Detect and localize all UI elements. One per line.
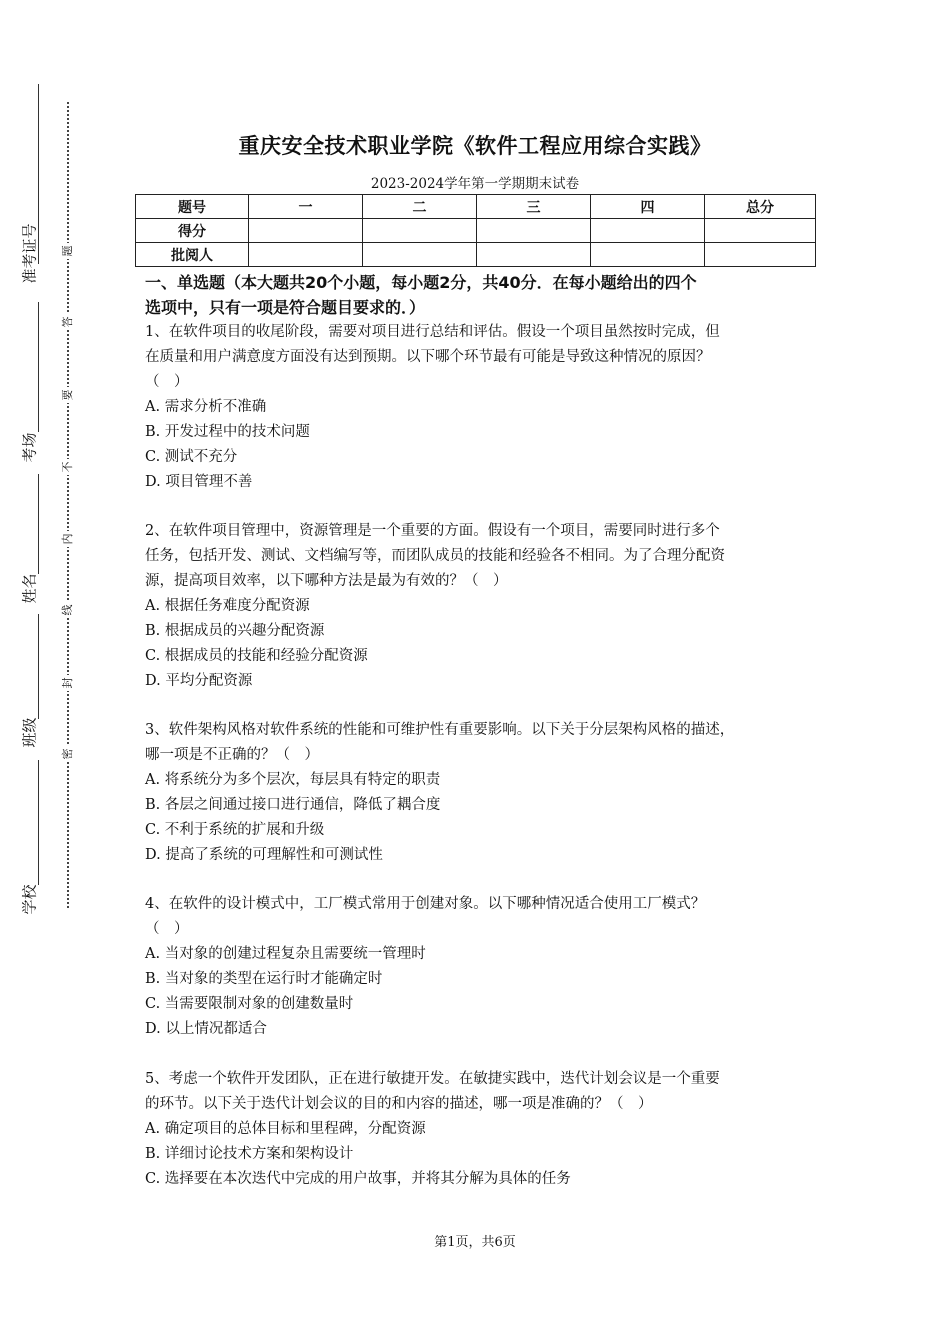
binding-line — [38, 760, 39, 885]
row-header: 批阅人 — [136, 243, 249, 267]
question-text: 5、考虑一个软件开发团队，正在进行敏捷开发。在敏捷实践中，迭代计划会议是一个重要 — [145, 1071, 720, 1087]
score-cell[interactable] — [249, 219, 363, 243]
binding-line — [38, 614, 39, 719]
option-b[interactable]: B. 根据成员的兴趣分配资源 — [145, 623, 325, 639]
seal-char: 内 — [61, 531, 75, 547]
score-row — [136, 219, 816, 243]
label-class: 班级 — [20, 717, 39, 748]
question-text: 3、软件架构风格对软件系统的性能和可维护性有重要影响。以下关于分层架构风格的描述， — [145, 722, 735, 738]
label-school: 学校 — [20, 884, 39, 915]
grader-cell[interactable] — [591, 243, 705, 267]
score-cell[interactable] — [477, 219, 591, 243]
grader-cell[interactable] — [477, 243, 591, 267]
question-text: （ ） — [145, 921, 189, 937]
seal-char: 线 — [61, 602, 75, 618]
option-b[interactable]: B. 当对象的类型在运行时才能确定时 — [145, 971, 383, 987]
option-a[interactable]: A. 根据任务难度分配资源 — [145, 598, 310, 614]
score-table-header-row — [136, 195, 816, 219]
option-b[interactable]: B. 详细讨论技术方案和架构设计 — [145, 1146, 354, 1162]
col-header: 总分 — [705, 195, 816, 219]
question-text: （ ） — [145, 374, 189, 390]
question-text: 源，提高项目效率，以下哪种方法是最为有效的？（ ） — [145, 573, 508, 589]
col-header: 一 — [249, 195, 363, 219]
col-header: 二 — [363, 195, 477, 219]
score-cell[interactable] — [591, 219, 705, 243]
question-text: 4、在软件的设计模式中，工厂模式常用于创建对象。以下哪种情况适合使用工厂模式？ — [145, 896, 706, 912]
option-d[interactable]: D. 平均分配资源 — [145, 673, 253, 689]
label-exam-room: 考场 — [20, 432, 39, 463]
option-a[interactable]: A. 将系统分为多个层次，每层具有特定的职责 — [145, 772, 441, 788]
option-b[interactable]: B. 各层之间通过接口进行通信，降低了耦合度 — [145, 797, 441, 813]
score-cell[interactable] — [363, 219, 477, 243]
option-a[interactable]: A. 当对象的创建过程复杂且需要统一管理时 — [145, 946, 426, 962]
exam-subtitle: 2023-2024学年第一学期期末试卷 — [370, 176, 580, 192]
col-header: 题号 — [136, 195, 249, 219]
option-c[interactable]: C. 选择要在本次迭代中完成的用户故事，并将其分解为具体的任务 — [145, 1171, 571, 1187]
option-d[interactable]: D. 项目管理不善 — [145, 474, 253, 490]
seal-char: 要 — [61, 387, 75, 403]
option-c[interactable]: C. 根据成员的技能和经验分配资源 — [145, 648, 368, 664]
question-text: 在质量和用户满意度方面没有达到预期。以下哪个环节最有可能是导致这种情况的原因？ — [145, 349, 711, 365]
question-text: 任务，包括开发、测试、文档编写等，而团队成员的技能和经验各不相同。为了合理分配资 — [145, 548, 725, 564]
option-a[interactable]: A. 需求分析不准确 — [145, 399, 267, 415]
exam-title: 重庆安全技术职业学院《软件工程应用综合实践》 — [238, 134, 712, 158]
question-4 — [145, 892, 820, 1042]
score-table — [135, 194, 816, 267]
grader-cell[interactable] — [249, 243, 363, 267]
page-number: 第1页，共6页 — [434, 1235, 516, 1250]
seal-char: 不 — [61, 459, 75, 475]
seal-char: 密 — [61, 746, 75, 762]
question-5 — [145, 1067, 820, 1192]
question-text: 哪一项是不正确的？（ ） — [145, 747, 319, 763]
option-c[interactable]: C. 不利于系统的扩展和升级 — [145, 822, 325, 838]
question-text: 1、在软件项目的收尾阶段，需要对项目进行总结和评估。假设一个项目虽然按时完成，但 — [145, 324, 720, 340]
section-heading-line: 选项中，只有一项是符合题目要求的．） — [145, 298, 426, 317]
label-exam-id: 准考证号 — [20, 223, 39, 284]
col-header: 三 — [477, 195, 591, 219]
binding-margin — [0, 0, 95, 1344]
question-2 — [145, 519, 820, 694]
grader-cell[interactable] — [705, 243, 816, 267]
col-header: 四 — [591, 195, 705, 219]
seal-char: 封 — [61, 675, 75, 691]
option-a[interactable]: A. 确定项目的总体目标和里程碑，分配资源 — [145, 1121, 426, 1137]
option-b[interactable]: B. 开发过程中的技术问题 — [145, 424, 310, 440]
option-c[interactable]: C. 测试不充分 — [145, 449, 238, 465]
binding-line — [38, 474, 39, 574]
question-1 — [145, 320, 820, 495]
seal-char: 题 — [61, 243, 75, 259]
section-heading-line: 一、单选题（本大题共20个小题，每小题2分，共40分．在每小题给出的四个 — [145, 273, 697, 292]
option-d[interactable]: D. 以上情况都适合 — [145, 1021, 267, 1037]
question-text: 的环节。以下关于迭代计划会议的目的和内容的描述，哪一项是准确的？（ ） — [145, 1096, 653, 1112]
question-text: 2、在软件项目管理中，资源管理是一个重要的方面。假设有一个项目，需要同时进行多个 — [145, 523, 720, 539]
row-header: 得分 — [136, 219, 249, 243]
question-3 — [145, 718, 820, 868]
seal-char: 答 — [61, 314, 75, 330]
option-c[interactable]: C. 当需要限制对象的创建数量时 — [145, 996, 354, 1012]
grader-cell[interactable] — [363, 243, 477, 267]
grader-row — [136, 243, 816, 267]
label-name: 姓名 — [20, 573, 39, 604]
binding-line — [38, 302, 39, 432]
section-heading — [145, 270, 825, 320]
score-cell[interactable] — [705, 219, 816, 243]
seal-dotted-line — [67, 102, 69, 908]
option-d[interactable]: D. 提高了系统的可理解性和可测试性 — [145, 847, 383, 863]
